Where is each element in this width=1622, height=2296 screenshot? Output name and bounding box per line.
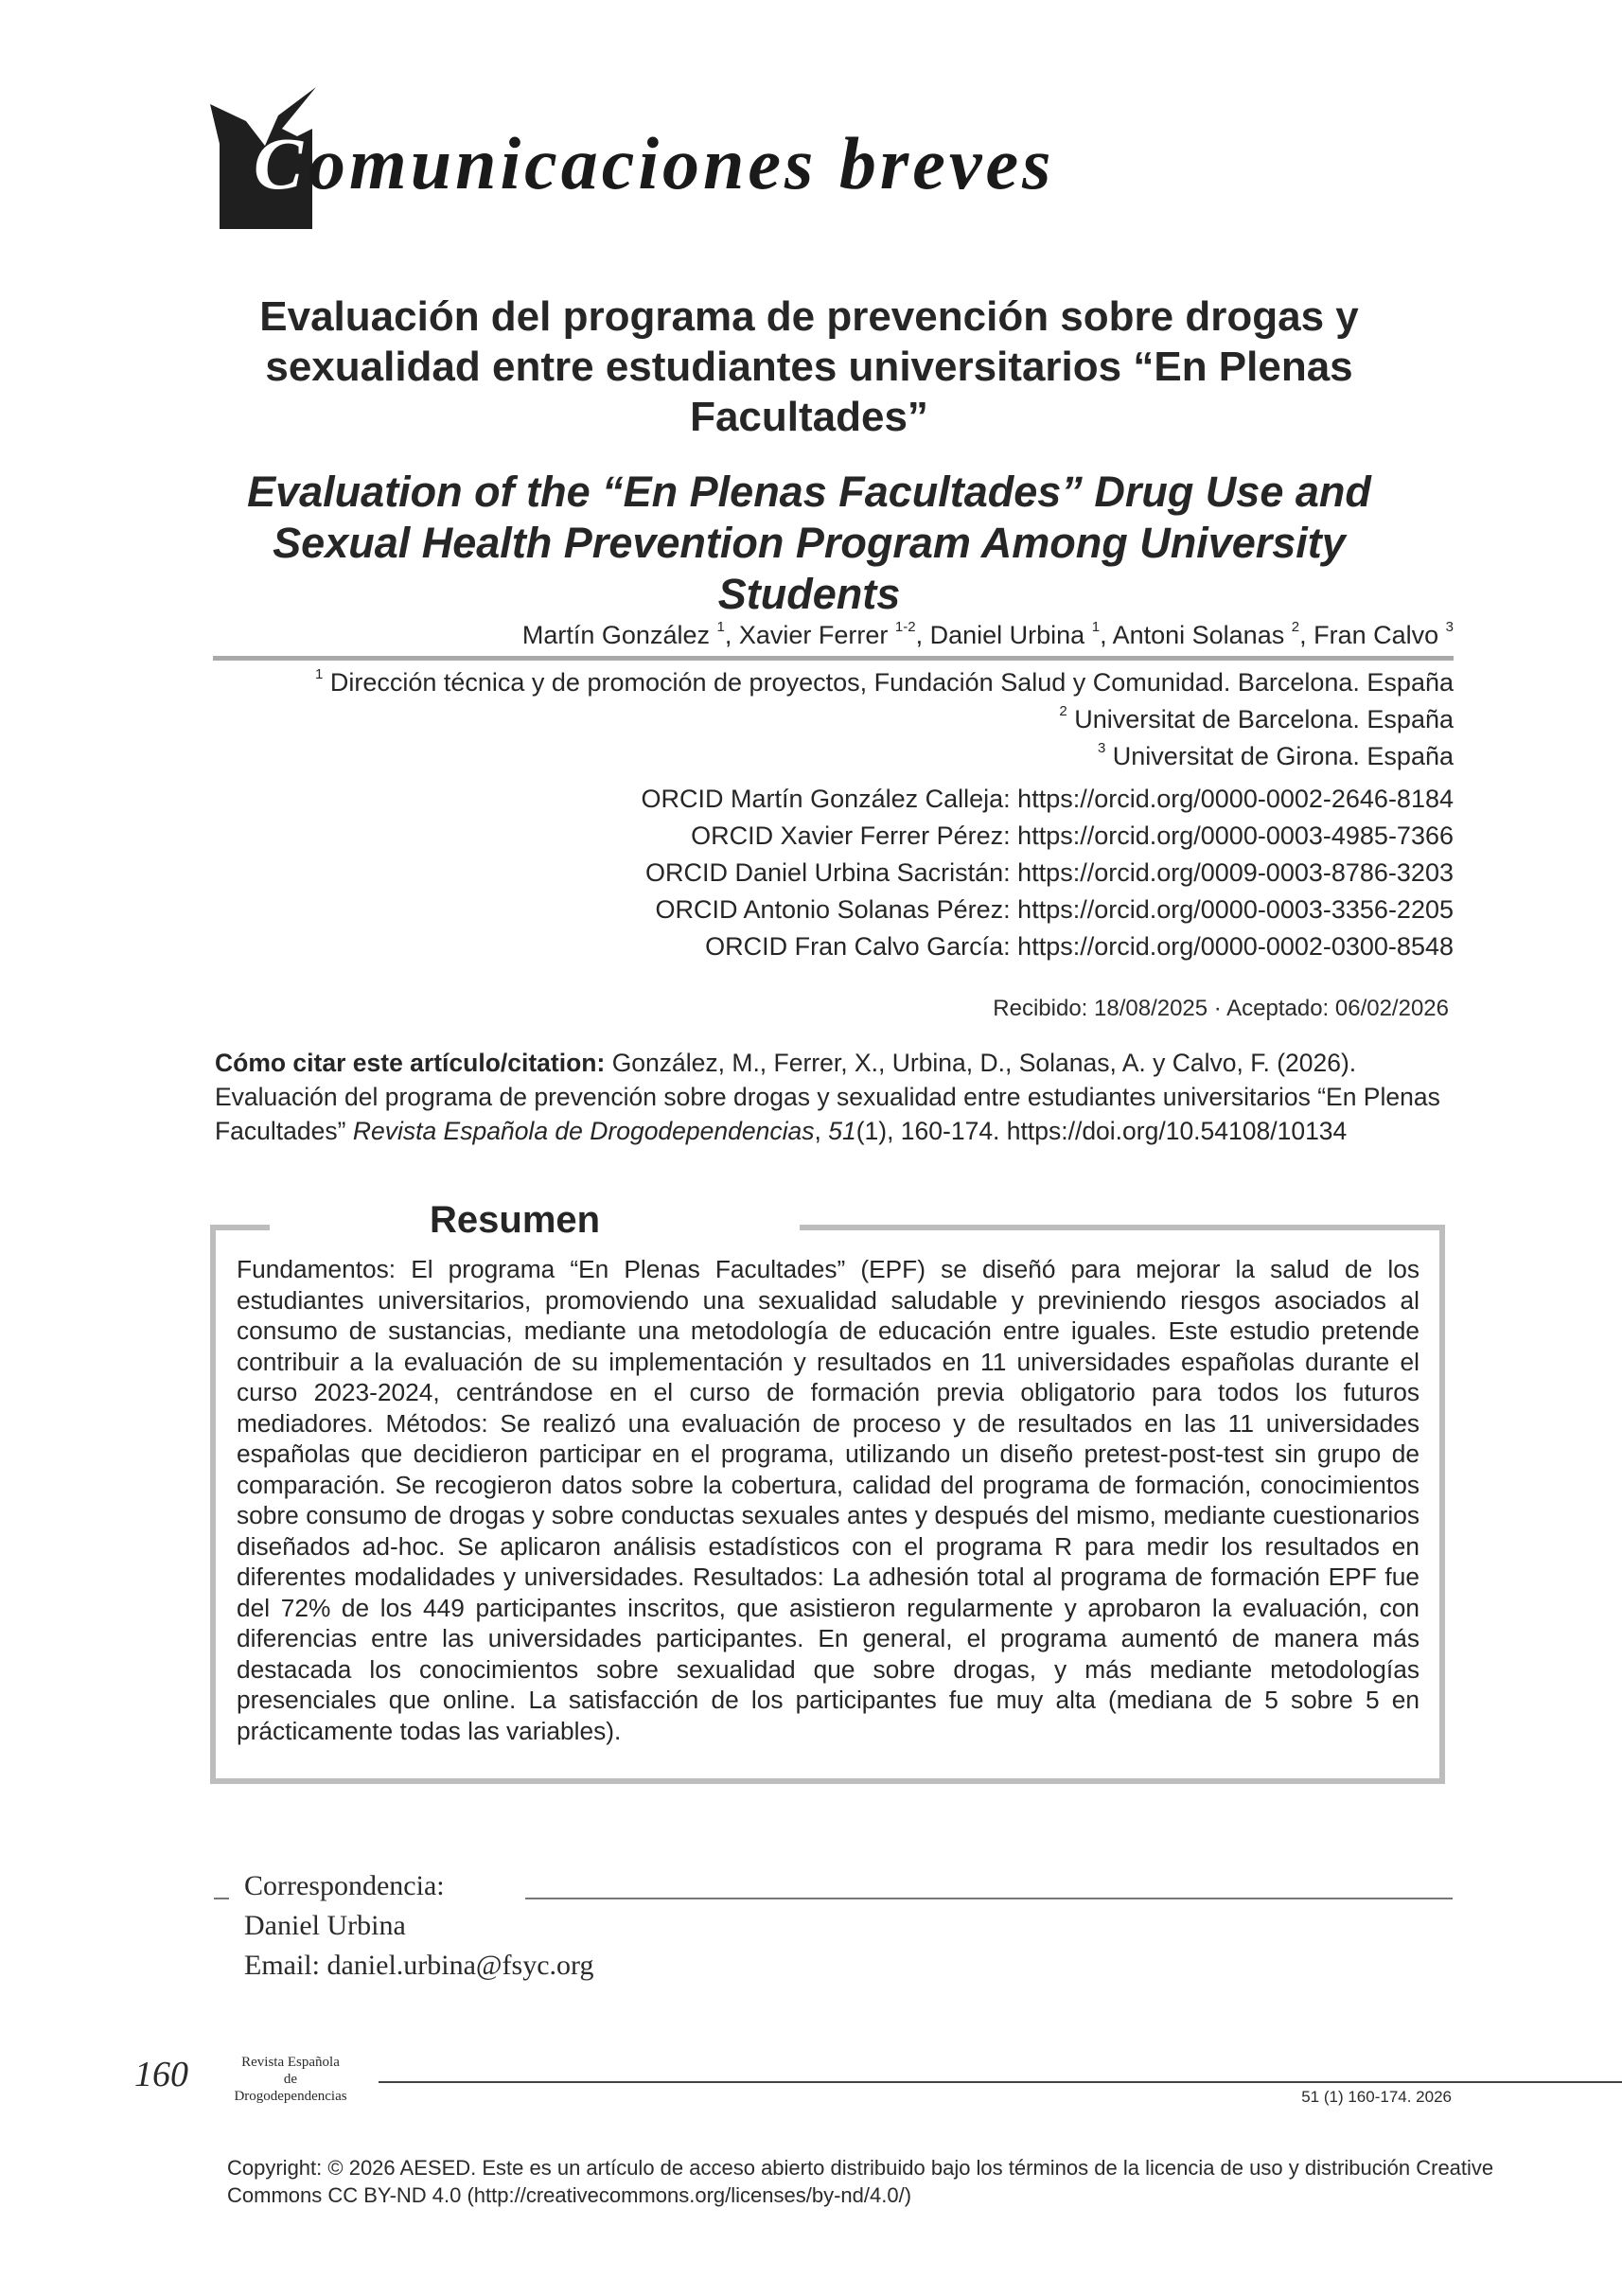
journal-name-line: Revista Española: [241, 2055, 340, 2070]
received-accepted-dates: Recibido: 18/08/2025 · Aceptado: 06/02/2026: [993, 996, 1449, 1021]
citation-volume: 51: [828, 1117, 856, 1145]
correspondence-label: Correspondencia:: [244, 1870, 445, 1901]
affiliation-number: 3: [1097, 740, 1106, 756]
correspondence-email[interactable]: Email: daniel.urbina@fsyc.org: [244, 1950, 594, 1981]
abstract-text: Fundamentos: El programa “En Plenas Facultades” (EPF) se diseñó para mejorar la salud de los estudiantes universitarios, promoviendo una sexualidad saludable y previniendo riesgos asociados al consumo de sustancias, mediante una metodología de educación entre iguales. Este estudio pretende contribuir a la evaluación de su implementación y resultados en 11 universidades españolas durante el curso 2023-2024, centrándose en el curso de formación previa obligatorio para todos los futuros mediadores. Métodos: Se realizó una evaluación de proceso y de resultados en las 11 universidades españolas que decidieron participar en el programa, utilizando un diseño pretest-post-test sin grupo de comparación. Se recogieron datos sobre la cobertura, calidad del programa de formación, conocimientos sobre consumo de drogas y sobre conductas sexuales antes y después del mismo, mediante cuestionarios diseñados ad-hoc. Se aplicaron análisis estadísticos con el programa R para medir los resultados en diferentes modalidades y universidades. Resultados: La adhesión total al programa de formación EPF fue del 72% de los 449 participantes inscritos, que asistieron regularmente y aprobaron la evaluación, con diferencias entre las universidades participantes. En general, el programa aumentó de manera más destacada los conocimientos sobre sexualidad que sobre drogas, y más mediante metodologías presenciales que online. La satisfacción de los participantes fue muy alta (mediana de 5 sobre 5 en prácticamente todas las variables).: [237, 1255, 1419, 1745]
author-affiliation: 2: [1291, 619, 1300, 635]
author-name: Antoni Solanas: [1112, 621, 1285, 649]
orcid-link[interactable]: ORCID Daniel Urbina Sacristán: https://orcid.org/0009-0003-8786-3203: [645, 858, 1454, 887]
affiliation-text: Dirección técnica y de promoción de proyectos, Fundación Salud y Comunidad. Barcelona. España: [329, 668, 1454, 697]
section-title-rest: omunicaciones breves: [309, 122, 1055, 204]
logo-letter: C: [254, 122, 304, 204]
author-name: Xavier Ferrer: [738, 621, 889, 649]
journal-name-line: de: [283, 2072, 298, 2087]
affiliation-number: 2: [1059, 703, 1067, 719]
correspondence-divider: [525, 1898, 1453, 1899]
author-affiliation: 3: [1445, 619, 1454, 635]
citation-journal: Revista Española de Drogodependencias: [352, 1117, 815, 1145]
affiliation-number: 1: [314, 666, 324, 682]
affiliation-3: [1098, 742, 1454, 771]
author-affiliation: 1: [716, 619, 725, 635]
author-name: Daniel Urbina: [929, 621, 1085, 649]
section-title: [256, 121, 1054, 206]
abstract-heading: Resumen: [430, 1199, 601, 1241]
orcid-link[interactable]: ORCID Antonio Solanas Pérez: https://orcid.org/0000-0003-3356-2205: [655, 895, 1454, 924]
author-name: Fran Calvo: [1313, 621, 1439, 649]
author-name: Martín González: [521, 621, 710, 649]
citation-block: Cómo citar este artículo/citation: González, M., Ferrer, X., Urbina, D., Solanas, A. y Calvo, F. (2026). Evaluación del programa de prevención sobre drogas y sexualidad entre estudiantes universitarios “En Plenas Facultades” Revista Española de Drogodependencias, 51(1), 160-174. https://doi.org/10.54108/10134: [215, 1049, 1440, 1145]
journal-name-line: Drogodependencias: [234, 2089, 347, 2104]
author-list: Martín González $^1$, Xavier Ferrer $^{1-2}$, Daniel Urbina $^1$, Antoni Solanas $^2$, Fran Calvo $^3$: [521, 619, 1454, 649]
correspondence-name: Daniel Urbina: [244, 1910, 406, 1941]
article-title-en: Evaluation of the “En Plenas Facultades” Drug Use and Sexual Health Prevention Program Among University Students: [247, 468, 1371, 618]
copyright-notice: Copyright: © 2026 AESED. Este es un artículo de acceso abierto distribuido bajo los términos de la licencia de uso y distribución Creative Commons CC BY-ND 4.0 (http://creativecommons.org/licenses/by-nd/4.0/): [227, 2156, 1494, 2207]
correspondence-tick: [214, 1898, 229, 1899]
affiliation-1: [315, 668, 1454, 698]
journal-name-mark: [223, 2054, 358, 2105]
affiliation-text: Universitat de Girona. España: [1112, 742, 1454, 770]
citation-doi[interactable]: (1), 160-174. https://doi.org/10.54108/10134: [855, 1117, 1348, 1145]
title-divider: [213, 656, 1454, 661]
orcid-link[interactable]: ORCID Xavier Ferrer Pérez: https://orcid.org/0000-0003-4985-7366: [691, 821, 1454, 850]
author-affiliation: 1: [1091, 619, 1101, 635]
orcid-link[interactable]: ORCID Martín González Calleja: https://orcid.org/0000-0002-2646-8184: [641, 785, 1454, 813]
citation-label: Cómo citar este artículo/citation:: [215, 1049, 606, 1077]
citation-text: González, M., Ferrer, X., Urbina, D., Solanas, A. y Calvo, F. (2026). Evaluación del programa de prevención sobre drogas y sexualidad entre estudiantes universitarios “En Plenas Facultades”: [215, 1049, 1440, 1145]
author-affiliation: 1-2: [894, 619, 916, 635]
affiliation-text: Universitat de Barcelona. España: [1074, 705, 1454, 733]
footer-divider: [379, 2081, 1622, 2083]
orcid-link[interactable]: ORCID Fran Calvo García: https://orcid.org/0000-0002-0300-8548: [705, 932, 1454, 961]
correspondence-block: [244, 1866, 593, 1986]
page-number: 160: [134, 2055, 188, 2094]
issue-reference: 51 (1) 160-174. 2026: [1301, 2088, 1452, 2106]
affiliation-2: [1059, 705, 1454, 734]
article-title-es: Evaluación del programa de prevención sobre drogas y sexualidad entre estudiantes universitarios “En Plenas Facultades”: [259, 293, 1359, 440]
